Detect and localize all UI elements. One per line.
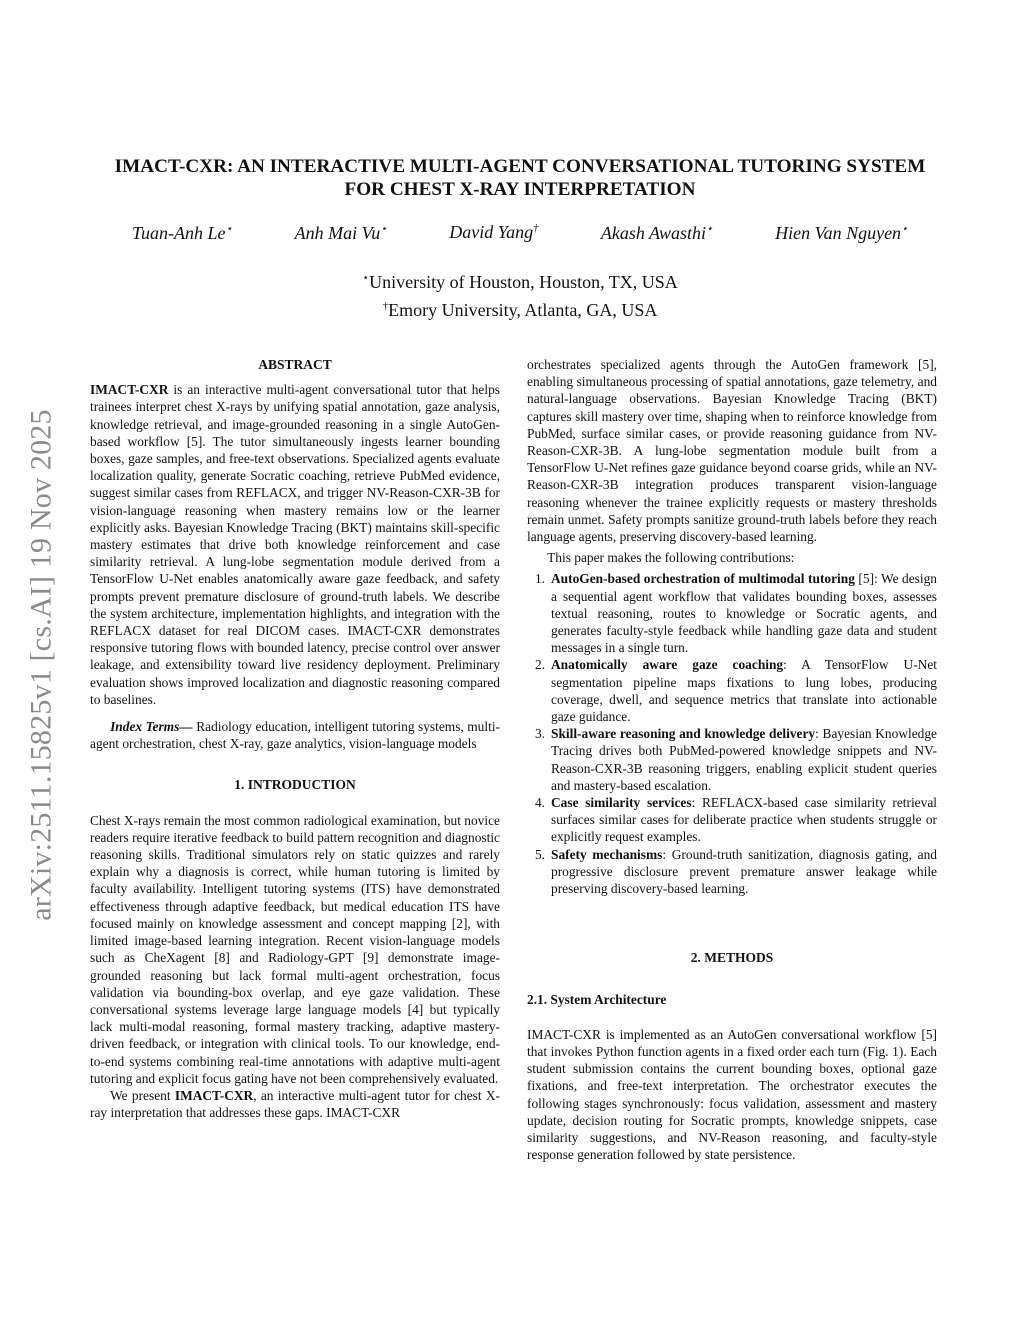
index-terms: Index Terms— Radiology education, intelligent tutoring systems, multi-agent orchestration, chest X-ray, gaze analytics, vision-language models — [90, 719, 500, 752]
methods-heading: 2. METHODS — [690, 950, 774, 966]
author: David Yang† — [449, 222, 539, 242]
list-item: 2. Anatomically aware gaze coaching: A TensorFlow U-Net segmentation pipeline maps fixations to lung lobes, producing coverage, dwell, and sequence metrics that translate into actionable gaze guidance. — [534, 657, 937, 725]
intro-paragraph-3: orchestrates specialized agents through the AutoGen framework [5], enabling simultaneous processing of spatial annotations, gaze telemetry, and natural-language observations. Bayesian Knowledge Tracing (BKT) captures skill mastery over time, shaping when to reinforce knowledge from PubMed, surface similar cases, or provide reasoning guidance from NV-Reason-CXR-3B. A lung-lobe segmentation module built from a TensorFlow U-Net refines gaze guidance beyond coarse grids, while an NV-Reason-CXR-3B integration produces transparent vision-language reasoning whenever the trainee explicitly requests or mastery thresholds remain unmet. Safety prompts sanitize ground-truth labels before they reach language agents, preserving discovery-based learning. — [527, 357, 937, 545]
author: Akash Awasthi⋆ — [600, 223, 713, 243]
title-line-1: IMACT-CXR: AN INTERACTIVE MULTI-AGENT CONVERSATIONAL TUTORING SYSTEM — [114, 156, 926, 177]
intro-paragraph-2: We present IMACT-CXR, an interactive multi-agent tutor for chest X-ray interpretation that addresses these gaps. IMACT-CXR — [90, 1087, 501, 1121]
abstract-text: IMACT-CXR is an interactive multi-agent conversational tutor that helps trainees interpret chest X-rays by unifying spatial annotation, gaze analysis, knowledge retrieval, and image-grounded reasoning in a single AutoGen-based workflow [5]. The tutor simultaneously ingests learner bounding boxes, gaze samples, and free-text observations. Specialized agents evaluate localization quality, generate Socratic coaching, retrieve PubMed evidence, suggest similar cases from REFLACX, and trigger NV-Reason-CXR-3B for vision-language reasoning when mastery remains low or the learner explicitly asks. Bayesian Knowledge Tracing (BKT) maintains skill-specific mastery estimates that drive both knowledge reinforcement and case similarity retrieval. A lung-lobe segmentation module derived from a TensorFlow U-Net enables anatomically aware gaze feedback, and safety prompts prevent premature disclosure of ground-truth labels. We describe the system architecture, implementation highlights, and integration with the REFLACX dataset for real DICOM cases. IMACT-CXR demonstrates responsive tutoring flows with bounded latency, precise control over answer leakage, and extensibility toward live residency deployment. Preliminary evaluation shows improved localization and diagnostic reasoning compared to baselines. — [90, 382, 500, 707]
methods-paragraph-1: IMACT-CXR is implemented as an AutoGen conversational workflow [5] that invokes Python function agents in a fixed order each turn (Fig. 1). Each student submission contains the current bounding boxes, optional gaze fixations, and free-text interpretation. The orchestrator executes the following stages synchronously: focus validation, assessment and mastery update, decision routing for Socratic prompts, knowledge snippets, case similarity suggestions, and NV-Reason reasoning, and faculty-style response generation followed by state persistence. — [527, 1026, 937, 1163]
right-column — [527, 356, 937, 1163]
system-architecture-heading: 2.1. System Architecture — [527, 991, 667, 1007]
list-item: 3. Skill-aware reasoning and knowledge delivery: Bayesian Knowledge Tracing drives both PubMed-powered knowledge snippets and NV-Reason-CXR-3B reasoning triggers, enabling explicit student queries and mastery-based escalation. — [534, 726, 937, 793]
list-item: 1. AutoGen-based orchestration of multimodal tutoring [5]: We design a sequential agent workflow that validates bounding boxes, assesses textual reasoning, routes to knowledge or Socratic agents, and generates faculty-style feedback while handling gaze data and student messages in a single turn. — [534, 571, 937, 656]
affiliation: ⋆University of Houston, Houston, TX, USA — [362, 272, 678, 292]
abstract-heading: ABSTRACT — [258, 357, 332, 372]
author: Tuan-Anh Le⋆ — [132, 223, 233, 243]
left-column — [90, 356, 500, 1121]
author: Anh Mai Vu⋆ — [294, 223, 388, 243]
intro-paragraph-4: This paper makes the following contributions: — [547, 550, 795, 566]
list-item: 4. Case similarity services: REFLACX-based case similarity retrieval surfaces similar cases for deliberate practice when students struggle or explicitly request examples. — [534, 795, 937, 845]
arxiv-stamp-text: arXiv:2511.15825v1 [cs.AI] 19 Nov 2025 — [25, 408, 59, 921]
paper-title — [80, 155, 960, 201]
list-item: 5. Safety mechanisms: Ground-truth sanitization, diagnosis gating, and progressive disclosure prevent premature answer leakage while preserving discovery-based learning. — [534, 846, 937, 897]
arxiv-stamp — [22, 372, 62, 957]
affiliations — [80, 266, 960, 322]
author: Hien Van Nguyen⋆ — [775, 223, 908, 243]
title-line-2: FOR CHEST X-RAY INTERPRETATION — [344, 179, 696, 200]
intro-paragraph-1: Chest X-rays remain the most common radiological examination, but novice readers require iterative feedback to build pattern recognition and diagnostic reasoning skills. Traditional simulators rely on static quizzes and rarely explain why a diagnosis is correct, while human tutoring is limited by faculty availability. Intelligent tutoring systems (ITS) have demonstrated effectiveness through adaptive feedback, but medical education ITS have focused mainly on knowledge assessment and concept mapping [2], with limited image-based learning integration. Recent vision-language models such as CheXagent [8] and Radiology-GPT [9] demonstrate image-grounded reasoning but lack formal multi-agent orchestration, focus validation via bounding-box overlap, and eye gaze validation. These conversational systems leverage large language models [4] but typically lack multi-modal reasoning, formal mastery tracking, adaptive mastery-driven feedback, or integration with clinical tools. To our knowledge, end-to-end systems combining real-time annotations with adaptive multi-agent tutoring and explicit focus gating have not been comprehensively evaluated. — [90, 812, 500, 1086]
introduction-heading: 1. INTRODUCTION — [234, 777, 356, 793]
author-list — [80, 222, 960, 244]
affiliation: †Emory University, Atlanta, GA, USA — [382, 300, 658, 320]
contribution-list — [527, 570, 937, 897]
